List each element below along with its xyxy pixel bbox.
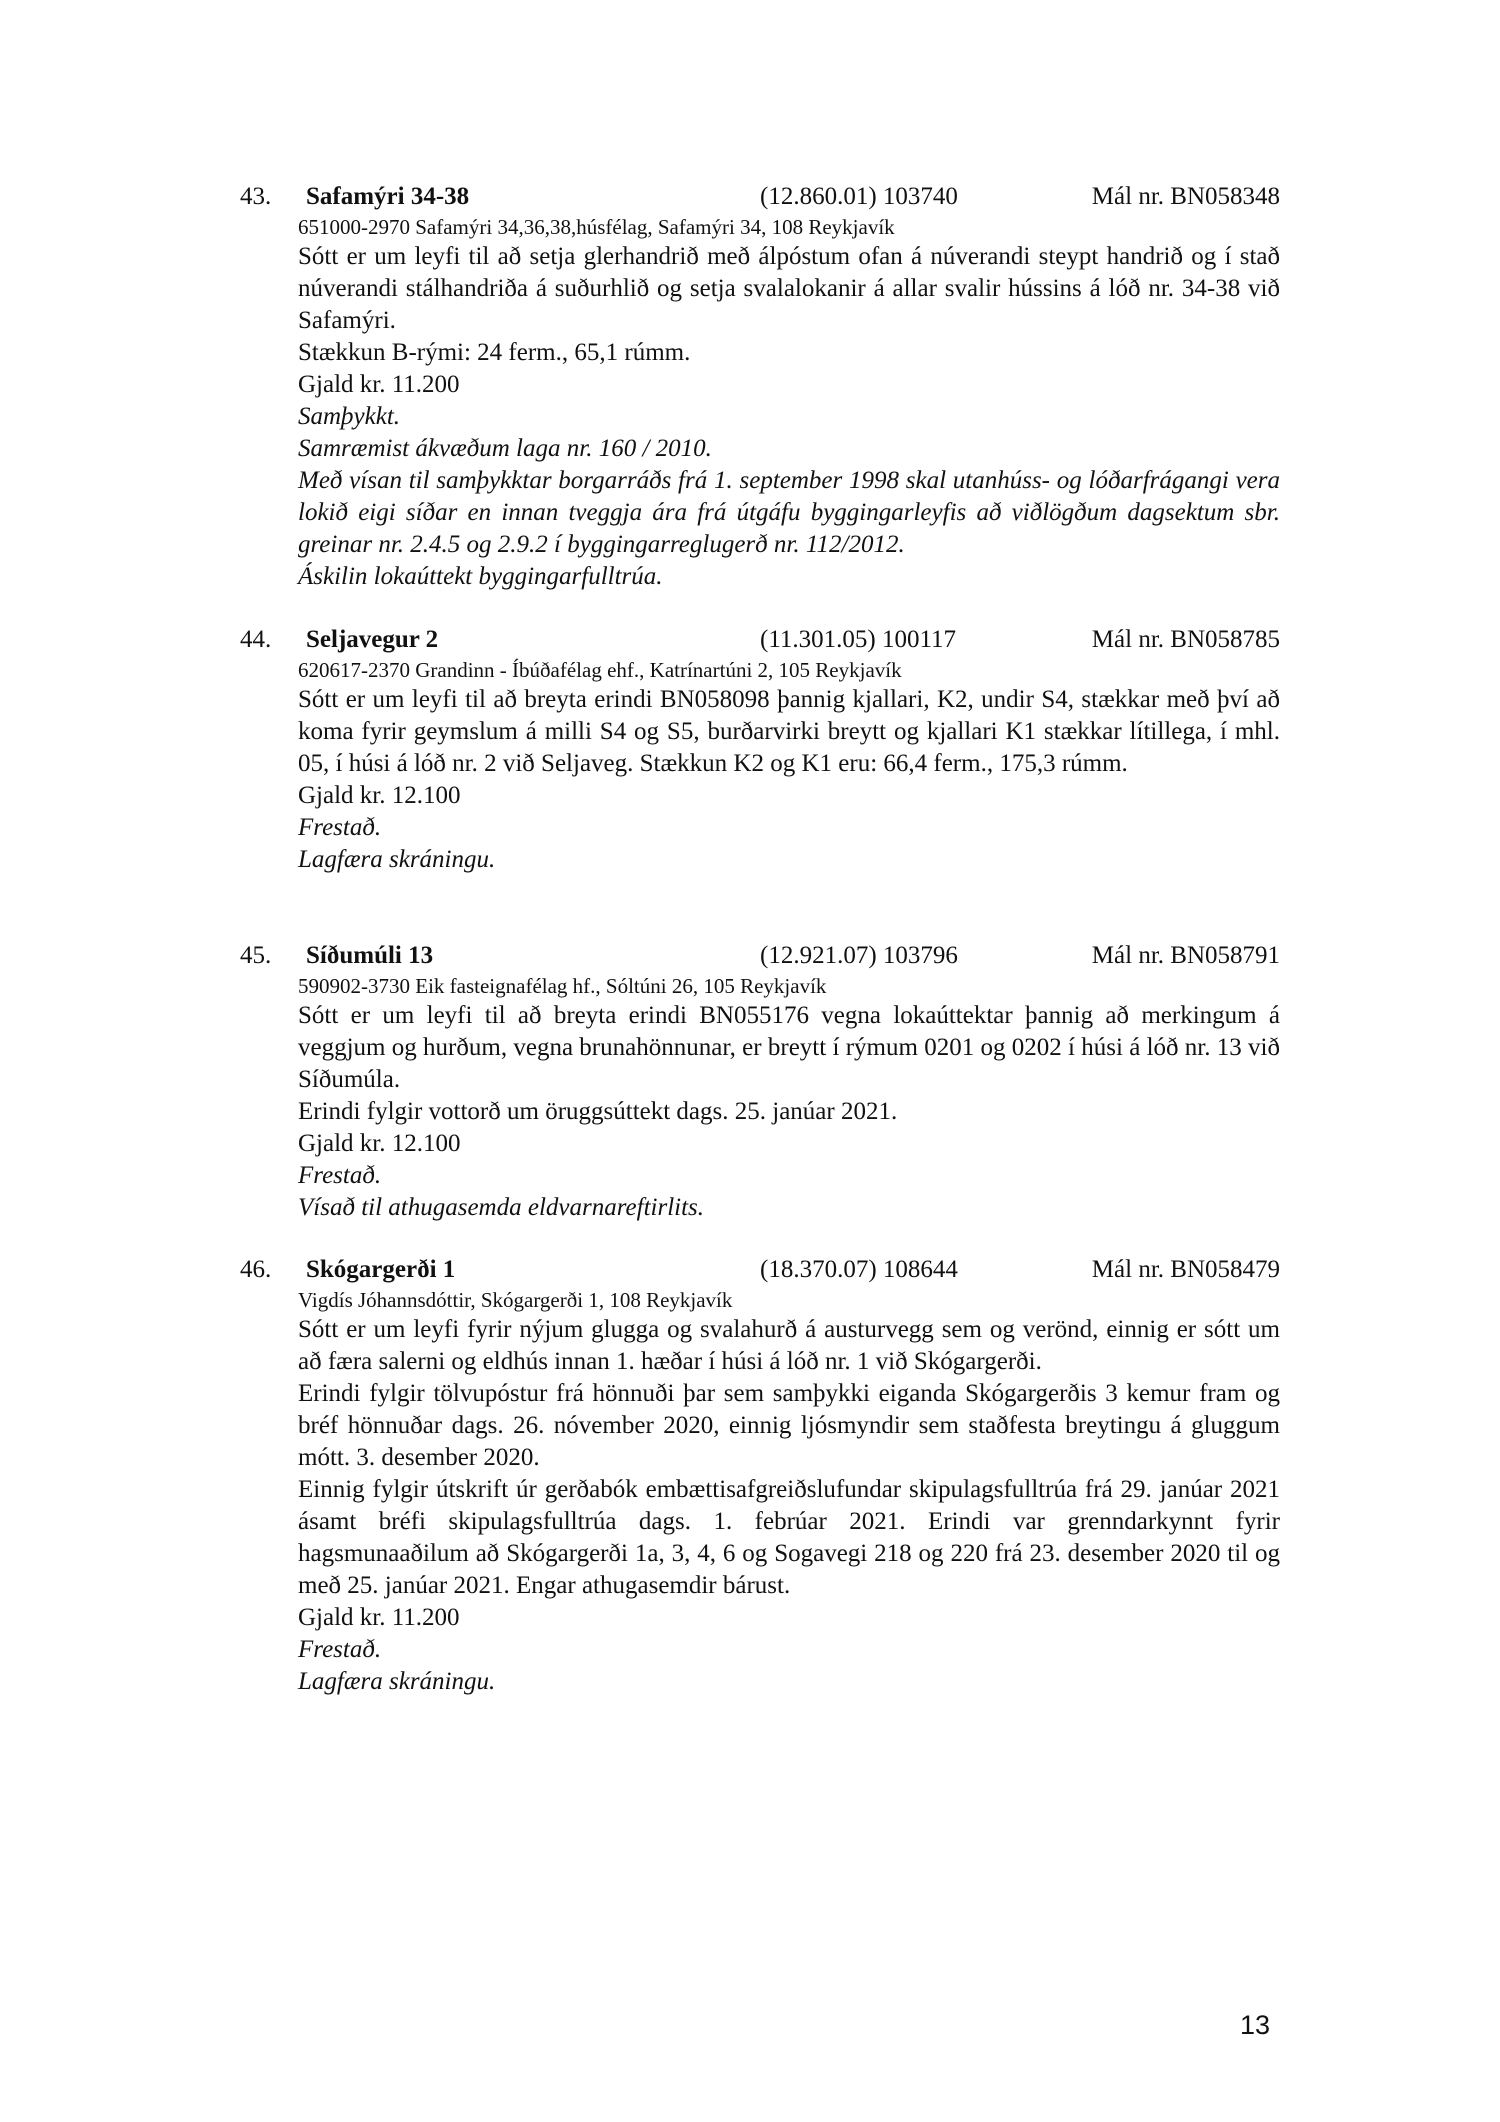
case-decision: Frestað. bbox=[298, 814, 382, 841]
case-number-index: 46. bbox=[240, 1256, 272, 1283]
case-item-43 bbox=[240, 180, 1280, 593]
case-attachment-note: Erindi fylgir tölvupóstur frá hönnuði þar sem samþykki eiganda Skógargerðis 3 kemur fram og bréf hönnuðar dags. 26. nóvember 2020, einnig ljósmyndir sem staðfesta breytingu á gluggum mótt. 3. desember 2020. bbox=[298, 1380, 1280, 1471]
case-fee: Gjald kr. 12.100 bbox=[298, 782, 461, 809]
case-number-index: 43. bbox=[240, 183, 272, 210]
land-number: (12.860.01) 103740 bbox=[760, 183, 958, 210]
case-reference: Mál nr. BN058479 bbox=[1091, 1256, 1280, 1283]
case-decision-note: Lagfæra skráningu. bbox=[298, 1668, 496, 1695]
case-address: Seljavegur 2 bbox=[306, 626, 439, 653]
case-fee: Gjald kr. 11.200 bbox=[298, 371, 460, 398]
applicant: Vigdís Jóhannsdóttir, Skógargerði 1, 108 Reykjavík bbox=[298, 1288, 733, 1312]
applicant: 590902-3730 Eik fasteignafélag hf., Sóltúni 26, 105 Reykjavík bbox=[298, 974, 827, 998]
case-header bbox=[240, 180, 1280, 214]
case-number-index: 45. bbox=[240, 942, 272, 969]
land-number: (11.301.05) 100117 bbox=[760, 626, 957, 653]
case-item-44 bbox=[240, 623, 1280, 876]
case-decision-note: Samræmist ákvæðum laga nr. 160 / 2010. bbox=[298, 435, 712, 462]
case-description: Sótt er um leyfi til að setja glerhandrið með álpóstum ofan á núverandi steypt handrið og í stað núverandi stálhandriða á suðurhlið og setja svalalokanir á allar svalir hússins á lóð nr. 34-38 við Safamýri. bbox=[298, 243, 1280, 334]
case-attachment-note: Einnig fylgir útskrift úr gerðabók embættisafgreiðslufundar skipulagsfulltrúa frá 29. janúar 2021 ásamt bréfi skipulagsfulltrúa dags. 1. febrúar 2021. Erindi var grenndarkynnt fyrir hagsmunaaðilum að Skógargerði 1a, 3, 4, 6 og Sogavegi 218 og 220 frá 23. desember 2020 til og með 25. janúar 2021. Engar athugasemdir bárust. bbox=[298, 1476, 1280, 1599]
case-header bbox=[240, 1253, 1280, 1287]
case-decision-note: Áskilin lokaúttekt byggingarfulltrúa. bbox=[298, 563, 663, 590]
case-address: Síðumúli 13 bbox=[306, 942, 434, 969]
case-fee: Gjald kr. 12.100 bbox=[298, 1130, 461, 1157]
page-number: 13 bbox=[1240, 2010, 1271, 2040]
case-number-index: 44. bbox=[240, 626, 272, 653]
case-note: Stækkun B-rými: 24 ferm., 65,1 rúmm. bbox=[298, 339, 691, 366]
case-reference: Mál nr. BN058348 bbox=[1091, 183, 1280, 210]
land-number: (12.921.07) 103796 bbox=[760, 942, 958, 969]
applicant: 651000-2970 Safamýri 34,36,38,húsfélag, Safamýri 34, 108 Reykjavík bbox=[298, 215, 895, 239]
case-header bbox=[240, 939, 1280, 973]
case-decision: Samþykkt. bbox=[298, 403, 401, 430]
case-decision: Frestað. bbox=[298, 1636, 382, 1663]
case-item-46 bbox=[240, 1253, 1280, 1698]
case-address: Safamýri 34-38 bbox=[306, 183, 470, 210]
case-item-45 bbox=[240, 939, 1280, 1224]
applicant: 620617-2370 Grandinn - Íbúðafélag ehf., Katrínartúni 2, 105 Reykjavík bbox=[298, 658, 902, 682]
case-reference: Mál nr. BN058785 bbox=[1091, 626, 1280, 653]
land-number: (18.370.07) 108644 bbox=[760, 1256, 958, 1283]
case-reference: Mál nr. BN058791 bbox=[1091, 942, 1280, 969]
case-decision-note: Með vísan til samþykktar borgarráðs frá 1. september 1998 skal utanhúss- og lóðarfrágangi vera lokið eigi síðar en innan tveggja ára frá útgáfu byggingarleyfis að viðlögðum dagsektum sbr. greinar nr. 2.4.5 og 2.9.2 í byggingarreglugerð nr. 112/2012. bbox=[298, 467, 1280, 558]
case-decision-note: Vísað til athugasemda eldvarnareftirlits. bbox=[298, 1194, 705, 1221]
case-decision-note: Lagfæra skráningu. bbox=[298, 846, 496, 873]
case-address: Skógargerði 1 bbox=[306, 1256, 456, 1283]
case-decision: Frestað. bbox=[298, 1162, 382, 1189]
case-description: Sótt er um leyfi til að breyta erindi BN058098 þannig kjallari, K2, undir S4, stækkar með því að koma fyrir geymslum á milli S4 og S5, burðarvirki breytt og kjallari K1 stækkar lítillega, í mhl. 05, í húsi á lóð nr. 2 við Seljaveg. Stækkun K2 og K1 eru: 66,4 ferm., 175,3 rúmm. bbox=[298, 686, 1280, 777]
case-fee: Gjald kr. 11.200 bbox=[298, 1604, 460, 1631]
case-note: Erindi fylgir vottorð um öruggsúttekt dags. 25. janúar 2021. bbox=[298, 1098, 898, 1125]
case-header bbox=[240, 623, 1280, 657]
case-description: Sótt er um leyfi til að breyta erindi BN055176 vegna lokaúttektar þannig að merkingum á veggjum og hurðum, vegna brunahönnunar, er breytt í rýmum 0201 og 0202 í húsi á lóð nr. 13 við Síðumúla. bbox=[298, 1002, 1280, 1093]
case-description: Sótt er um leyfi fyrir nýjum glugga og svalahurð á austurvegg sem og verönd, einnig er sótt um að færa salerni og eldhús innan 1. hæðar í húsi á lóð nr. 1 við Skógargerði. bbox=[298, 1316, 1280, 1375]
